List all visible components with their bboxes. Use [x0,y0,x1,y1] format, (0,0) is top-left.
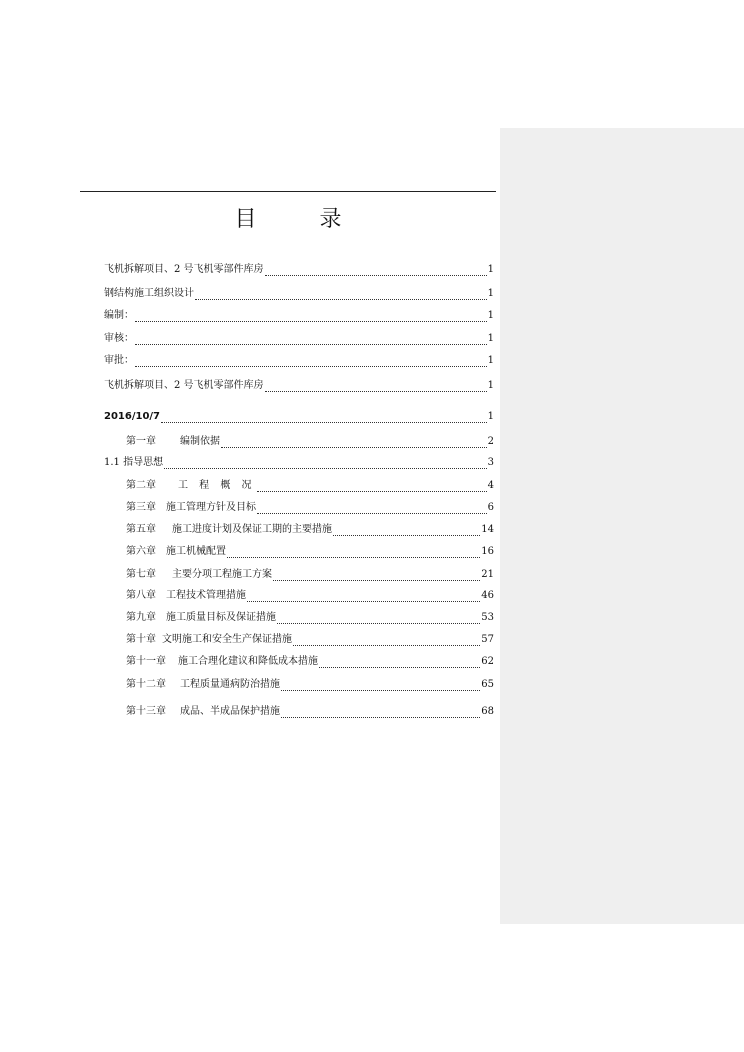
toc-leader [333,526,480,536]
toc-page-number: 1 [487,310,494,321]
toc-entry[interactable] [126,502,494,514]
toc-entry-text: 1.1 指导思想 [104,457,164,468]
toc-entry-text: 施工管理方针及目标 [166,502,256,513]
toc-entry-text: 施工合理化建议和降低成本措施 [178,656,318,667]
toc-entry[interactable] [126,679,494,691]
toc-entry[interactable] [126,590,494,602]
toc-entry-text: 审批： [104,355,134,366]
toc-entry-text: 主要分项工程施工方案 [172,569,272,580]
toc-entry[interactable] [104,288,494,300]
toc-entry[interactable] [104,411,494,423]
toc-entry[interactable] [126,569,494,581]
toc-page-number: 1 [487,355,494,366]
toc-page-number: 14 [481,524,494,535]
toc-entry[interactable] [104,310,494,322]
toc-leader [277,614,480,624]
toc-page-number: 2 [487,436,494,447]
toc-entry[interactable] [104,457,494,469]
toc-leader [135,357,487,367]
toc-leader [319,658,480,668]
toc-chapter-label: 第二章 [126,480,156,491]
toc-title: 目 录 [234,207,370,232]
toc-leader [293,636,480,646]
toc-entry-text: 飞机拆解项目、2 号飞机零部件库房 [104,380,264,391]
toc-leader [247,592,480,602]
toc-chapter-label: 第十二章 [126,679,166,690]
toc-page-number: 6 [487,502,494,513]
toc-leader [281,681,480,691]
toc-entry-text: 编制： [104,310,134,321]
toc-entry[interactable] [104,333,494,345]
toc-chapter-label: 第六章 [126,546,156,557]
toc-entry[interactable] [126,436,494,448]
toc-chapter-label: 第十一章 [126,656,166,667]
toc-entry-text: 飞机拆解项目、2 号飞机零部件库房 [104,264,264,275]
toc-leader [257,504,487,514]
toc-entry[interactable] [126,706,494,718]
toc-page-number: 21 [481,569,494,580]
toc-page-number: 4 [487,480,494,491]
toc-page-number: 65 [481,679,494,690]
toc-page-number: 16 [481,546,494,557]
toc-entry[interactable] [126,634,494,646]
toc-leader [164,459,487,469]
toc-entry-text: 审核： [104,333,134,344]
comment-margin-pane [500,128,744,924]
toc-entry[interactable] [126,480,494,492]
toc-chapter-label: 第七章 [126,569,156,580]
toc-leader [161,413,487,423]
toc-entry-text: 施工质量目标及保证措施 [166,612,276,623]
toc-leader [135,335,487,345]
toc-entry-text: 工程技术管理措施 [166,590,246,601]
toc-chapter-label: 第十三章 [126,706,166,717]
toc-entry[interactable] [104,264,494,276]
toc-leader [221,438,487,448]
toc-leader [135,312,487,322]
toc-entry[interactable] [126,546,494,558]
toc-page-number: 1 [487,264,494,275]
toc-chapter-label: 第三章 [126,502,156,513]
toc-page-number: 1 [487,380,494,391]
toc-entry-text: 施工进度计划及保证工期的主要措施 [172,524,332,535]
toc-leader [281,708,480,718]
toc-page-number: 1 [487,333,494,344]
toc-leader [227,548,480,558]
toc-chapter-label: 第五章 [126,524,156,535]
toc-page-number: 1 [487,288,494,299]
toc-entry-text: 2016/10/7 [104,411,161,422]
toc-leader [265,382,487,392]
toc-chapter-label: 第九章 [126,612,156,623]
toc-entry[interactable] [104,380,494,392]
toc-page-number: 1 [487,411,494,422]
toc-entry-text: 工 程 概 况 [178,480,256,491]
toc-entry[interactable] [104,355,494,367]
toc-leader [273,571,480,581]
toc-entry-text: 文明施工和安全生产保证措施 [162,634,292,645]
toc-page-number: 68 [481,706,494,717]
header-rule [80,191,496,192]
toc-chapter-label: 第一章 [126,436,156,447]
toc-page-number: 62 [481,656,494,667]
toc-entry-text: 成品、半成品保护措施 [180,706,280,717]
toc-leader [257,482,487,492]
toc-entry-text: 工程质量通病防治措施 [180,679,280,690]
toc-chapter-label: 第八章 [126,590,156,601]
toc-page-number: 46 [481,590,494,601]
toc-entry[interactable] [126,524,494,536]
toc-leader [195,290,487,300]
toc-page-number: 3 [487,457,494,468]
toc-entry-text: 编制依据 [180,436,220,447]
toc-page-number: 53 [481,612,494,623]
toc-leader [265,266,487,276]
toc-chapter-label: 第十章 [126,634,156,645]
toc-entry[interactable] [126,612,494,624]
toc-entry-text: 施工机械配置 [166,546,226,557]
toc-entry[interactable] [126,656,494,668]
toc-page-number: 57 [481,634,494,645]
toc-entry-text: 钢结构施工组织设计 [104,288,194,299]
